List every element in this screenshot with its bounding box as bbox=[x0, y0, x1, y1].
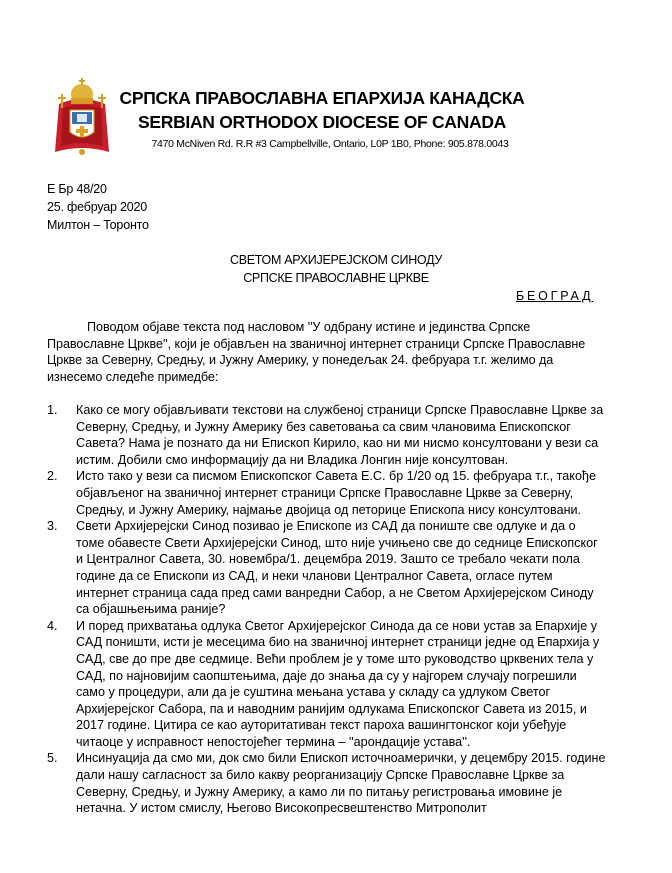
list-item bbox=[47, 468, 607, 518]
list-item-number: 3. bbox=[47, 519, 58, 534]
remarks-list bbox=[47, 402, 607, 817]
list-item bbox=[47, 518, 607, 618]
letter-place: Милтон – Торонто bbox=[47, 218, 149, 232]
list-item-text: Исто тако у вези са писмом Епископског Савета Е.С. бр 1/20 од 15. фебруара т.г., такође објављеног на званичној интернет страници Српске Православне Цркве за Северну, Средњу, и Јужну Америку, најмање двојица од петорице Епископа нису консултовани. bbox=[76, 469, 596, 517]
diocese-title-english: SERBIAN ORTHODOX DIOCESE OF CANADA bbox=[137, 112, 507, 132]
letter-date: 25. фебруар 2020 bbox=[47, 200, 148, 214]
diocese-address: 7470 McNiven Rd. R.R #3 Campbellville, Ontario, L0P 1B0, Phone: 905.878.0043 bbox=[151, 138, 509, 150]
list-item bbox=[47, 618, 607, 751]
recipient-line-2: СРПСКЕ ПРАВОСЛАВНЕ ЦРКВЕ bbox=[243, 271, 429, 285]
list-item-text: И поред прихватања одлука Светог Архијерејског Синода да се нови устав за Епархије у САД поништи, исти је месецима био на званичној интернет страници једне од Епархија у САД, све до пре две седмице. Већи проблем је у томе што руководство црквених тела у САД, по најновијим саопштењима, даје до знања да су у најгорем случају погрешили само у процедури, али да је суштина мењана устава у складу са удлуком Светог Архијерејског Сабора, па и наводним ранијим одлукама Епископског Савета из 2015, и 2017 године. Цитира се као ауторитативан текст пароха вашингтонског који убеђује читаоце у исправност непостојећег термина – ''арондације устава''. bbox=[76, 618, 600, 749]
list-item-text: Свети Архијерејски Синод позивао је Епископе из САД да пониште све одлуке и да о томе обавесте Свети Архијерејски Синод, што није учињено све до седнице Епископског и Централног Савета, 30. новембра/1. децембра 2019. Зашто се требало чекати пола године да се Епископи из САД, и неки чланови Централног Савета, огласе путем интернет страница сада пред сами ванредни Сабор, а не Светом Архијерејском Синоду са објашњењима раније? bbox=[76, 519, 598, 617]
list-item bbox=[47, 402, 607, 468]
list-item bbox=[47, 750, 607, 816]
reference-number: Е Бр 48/20 bbox=[47, 182, 107, 196]
list-item-text: Како се могу објављивати текстови на службеној страници Српске Православне Цркве за Северну, Средњу, и Јужну Америку без саветовања са свим члановима Епископског Савета? Нама је познато да ни Епископ Кирило, као ни ми нисмо консултовани у вези са истим. Добили смо информацију да ни Владика Лонгин није консултован. bbox=[76, 403, 604, 467]
list-item-number: 1. bbox=[47, 403, 58, 417]
list-item-number: 4. bbox=[47, 618, 58, 633]
diocese-title-serbian: СРПСКА ПРАВОСЛАВНА ЕПАРХИЈА КАНАДСКА bbox=[119, 88, 525, 108]
intro-paragraph: Поводом објаве текста под насловом ''У одбрану истине и јединства Српске Православне Цркве'', који је објављен на званичној интернет страници Српске Православне Цркве за Северну, Средњу, и Јужну Америку, у понедељак 24. фебруара т.г. желимо да изнесемо следеће примедбе: bbox=[47, 320, 586, 384]
recipient-city: БЕОГРАД bbox=[516, 289, 594, 303]
recipient-line-1: СВЕТОМ АРХИЈЕРЕЈСКОМ СИНОДУ bbox=[229, 253, 443, 267]
list-item-number: 2. bbox=[47, 469, 58, 484]
list-item-text: Инсинуација да смо ми, док смо били Епископ источноамерички, у децембру 2015. године дали нашу сагласност за било какву реорганизацију Српске Православне Цркве за Северну, Средњу, и Јужну Америку, а камо ли по питању регистровања имовине је нетачна. У истом смислу, Његово Високопресвештенство Митрополит bbox=[76, 751, 606, 816]
list-item-number: 5. bbox=[47, 751, 58, 766]
